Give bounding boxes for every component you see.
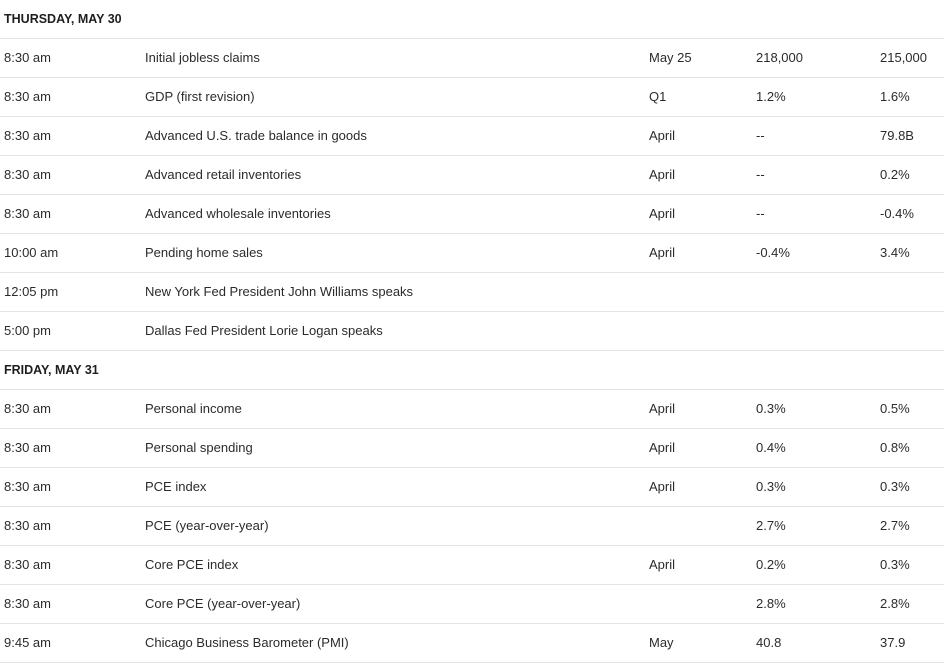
event-cell: GDP (first revision)	[145, 89, 255, 104]
forecast-cell: 218,000	[756, 50, 803, 65]
forecast-cell: -0.4%	[756, 245, 790, 260]
forecast-cell: 1.2%	[756, 89, 786, 104]
table-row	[0, 156, 944, 195]
forecast-cell: 0.3%	[756, 479, 786, 494]
forecast-cell: 0.3%	[756, 401, 786, 416]
event-cell: Chicago Business Barometer (PMI)	[145, 635, 349, 650]
event-cell: Personal income	[145, 401, 242, 416]
event-cell: Dallas Fed President Lorie Logan speaks	[145, 323, 383, 338]
forecast-cell: 40.8	[756, 635, 782, 650]
previous-cell: 0.8%	[880, 440, 910, 455]
event-cell: Core PCE (year-over-year)	[145, 596, 301, 611]
forecast-cell: 2.8%	[756, 596, 786, 611]
period-cell: May	[649, 635, 674, 650]
previous-cell: 2.8%	[880, 596, 910, 611]
previous-cell: 0.5%	[880, 401, 910, 416]
table-row	[0, 273, 944, 312]
time-cell: 8:30 am	[4, 596, 51, 611]
time-cell: 8:30 am	[4, 440, 51, 455]
time-cell: 8:30 am	[4, 518, 51, 533]
time-cell: 9:45 am	[4, 635, 51, 650]
table-row	[0, 429, 944, 468]
previous-cell: 0.2%	[880, 167, 910, 182]
time-cell: 8:30 am	[4, 206, 51, 221]
period-cell: Q1	[649, 89, 667, 104]
day-header-friday	[0, 351, 944, 390]
time-cell: 12:05 pm	[4, 284, 59, 299]
day-label: FRIDAY, MAY 31	[4, 363, 99, 377]
table-row	[0, 468, 944, 507]
table-row	[0, 585, 944, 624]
table-row	[0, 507, 944, 546]
forecast-cell: --	[756, 128, 765, 143]
previous-cell: 79.8B	[880, 128, 914, 143]
previous-cell: 2.7%	[880, 518, 910, 533]
time-cell: 8:30 am	[4, 557, 51, 572]
previous-cell: 3.4%	[880, 245, 910, 260]
table-row	[0, 312, 944, 351]
period-cell: April	[649, 128, 676, 143]
time-cell: 8:30 am	[4, 50, 51, 65]
event-cell: PCE (year-over-year)	[145, 518, 269, 533]
event-cell: Advanced wholesale inventories	[145, 206, 331, 221]
previous-cell: 215,000	[880, 50, 927, 65]
time-cell: 8:30 am	[4, 89, 51, 104]
table-row	[0, 546, 944, 585]
event-cell: Advanced retail inventories	[145, 167, 302, 182]
period-cell: April	[649, 479, 676, 494]
period-cell: April	[649, 557, 676, 572]
event-cell: PCE index	[145, 479, 207, 494]
table-row	[0, 624, 944, 663]
time-cell: 8:30 am	[4, 167, 51, 182]
day-header-thursday	[0, 0, 944, 39]
table-row	[0, 390, 944, 429]
forecast-cell: --	[756, 167, 765, 182]
period-cell: April	[649, 440, 676, 455]
forecast-cell: --	[756, 206, 765, 221]
previous-cell: 37.9	[880, 635, 906, 650]
event-cell: Personal spending	[145, 440, 253, 455]
event-cell: Advanced U.S. trade balance in goods	[145, 128, 367, 143]
forecast-cell: 0.2%	[756, 557, 786, 572]
time-cell: 8:30 am	[4, 128, 51, 143]
time-cell: 8:30 am	[4, 401, 51, 416]
table-row	[0, 234, 944, 273]
period-cell: April	[649, 206, 676, 221]
previous-cell: -0.4%	[880, 206, 914, 221]
time-cell: 5:00 pm	[4, 323, 51, 338]
table-row	[0, 195, 944, 234]
forecast-cell: 2.7%	[756, 518, 786, 533]
time-cell: 8:30 am	[4, 479, 51, 494]
table-row	[0, 78, 944, 117]
event-cell: Core PCE index	[145, 557, 239, 572]
previous-cell: 0.3%	[880, 479, 910, 494]
table-row	[0, 117, 944, 156]
period-cell: April	[649, 167, 676, 182]
previous-cell: 1.6%	[880, 89, 910, 104]
event-cell: New York Fed President John Williams speaks	[145, 284, 414, 299]
period-cell: April	[649, 245, 676, 260]
table-row	[0, 39, 944, 78]
previous-cell: 0.3%	[880, 557, 910, 572]
event-cell: Pending home sales	[145, 245, 263, 260]
period-cell: April	[649, 401, 676, 416]
period-cell: May 25	[649, 50, 692, 65]
forecast-cell: 0.4%	[756, 440, 786, 455]
event-cell: Initial jobless claims	[145, 50, 260, 65]
day-label: THURSDAY, MAY 30	[4, 12, 122, 26]
time-cell: 10:00 am	[4, 245, 59, 260]
